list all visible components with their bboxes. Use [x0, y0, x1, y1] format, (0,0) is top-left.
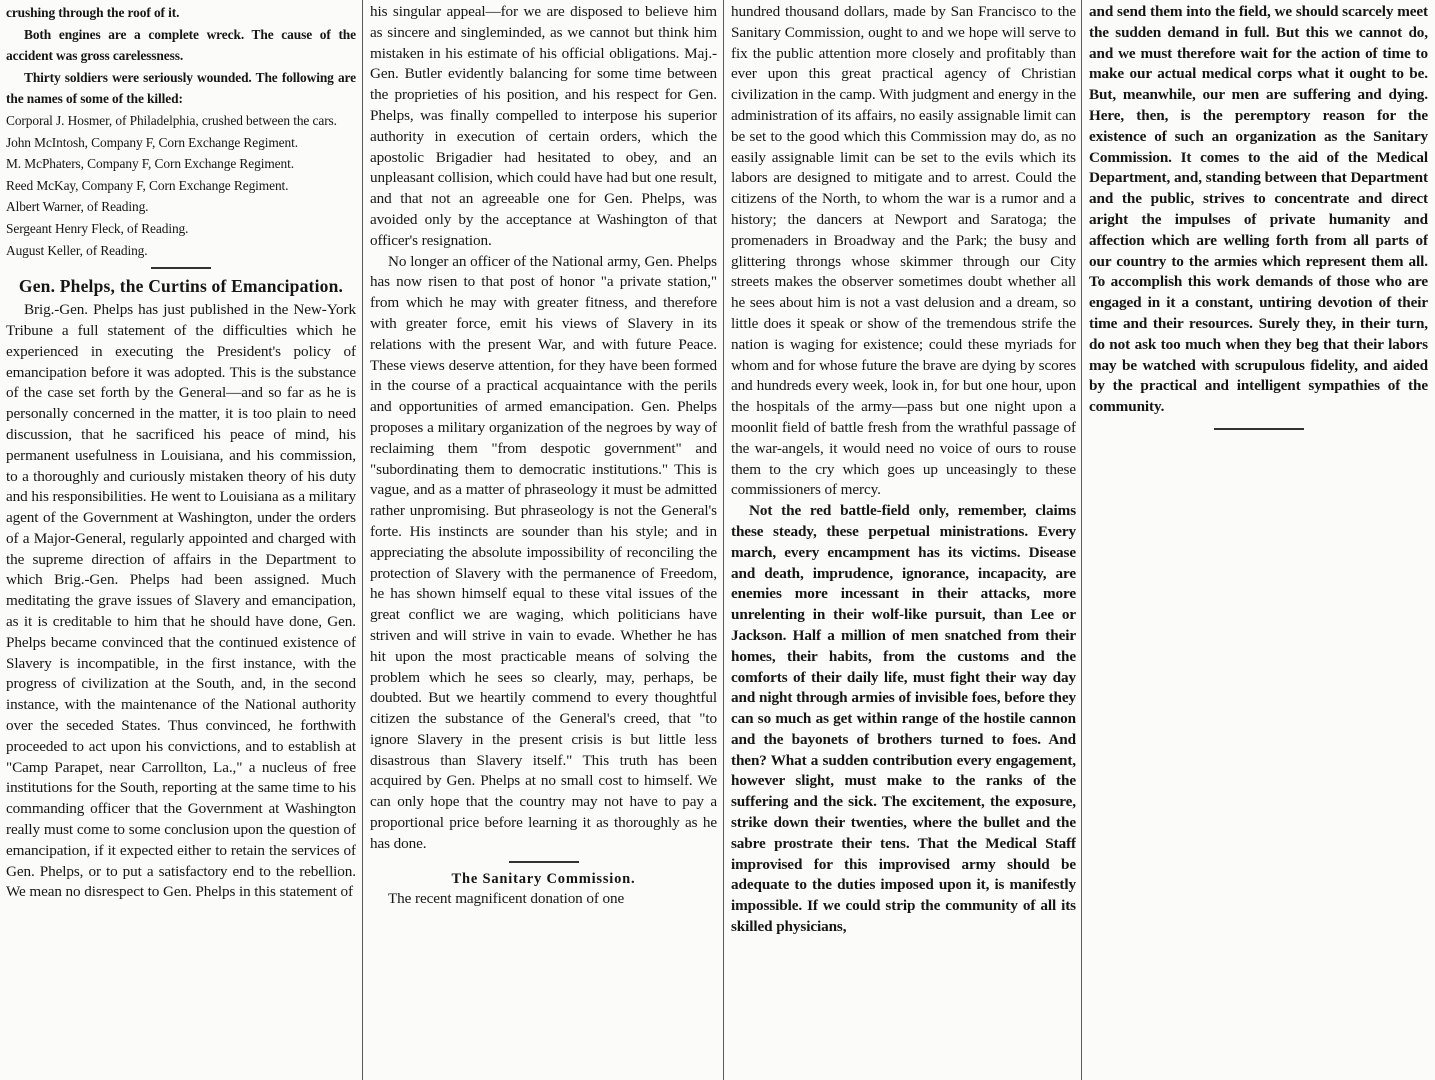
column-rule	[723, 0, 724, 1080]
column-4	[1089, 2, 1428, 1078]
section-divider	[509, 861, 579, 863]
killed-list-item: Corporal J. Hosmer, of Philadelphia, crushed between the cars.	[6, 112, 337, 128]
column-2	[370, 2, 717, 1078]
killed-list-item: Sergeant Henry Fleck, of Reading.	[6, 220, 189, 236]
report-line: Thirty soldiers were seriously wounded. The following are the names of some of the killed:	[6, 69, 356, 107]
article-body: The recent magnificent donation of one	[388, 890, 625, 908]
article-body: Brig.-Gen. Phelps has just published in the New-York Tribune a full statement of the difficulties which he experienced in executing the President's policy of emancipation before it was adopted. This is the substance of the case set forth by the General—and so far as he is personally concerned in the matter, it is too plain to need discussion, that he sacrificed his peace of mind, his permanent usefulness in Louisiana, and his commission, to a thoroughly and curiously mistaken theory of his duty and his responsibilities. He went to Louisiana as a military agent of the Government at Washington, under the orders of a Major-General, regularly appointed and charged with the supreme direction of affairs in the Department to which Brig.-Gen. Phelps had been assigned. Much meditating the grave issues of Slavery and emancipation, as it is creditable to him that he should have done, Gen. Phelps became convinced that the continued existence of Slavery is incompatible, in the first instance, with the progress of civilization at the South, and, in the second instance, with the maintenance of the National authority over the seceded States. Thus convinced, he forthwith proceeded to act upon his convictions, and to establish at "Camp Parapet, near Carrollton, La.," a nucleus of free institutions for the South, reporting at the same time to his commanding officer that the Government at Washington really must come to some conclusion upon the question of emancipation, if it expected either to retain the services of Gen. Phelps, or to put a satisfactory end to the rebellion. We mean no disrespect to Gen. Phelps in this statement of	[6, 301, 356, 901]
article-body: No longer an officer of the National army, Gen. Phelps has now risen to that post of honor "a private station," from which he may with greater fitness, and therefore with greater force, emit his views of Slavery in its relations with the present War, and with future Peace. These views deserve attention, for they have been formed in the course of a practical acquaintance with the perils and opportunities of armed emancipation. Gen. Phelps proposes a military organization of the negroes by way of reclaiming them "from despotic government" and "subordinating them to democratic institutions." This is vague, and as a matter of phraseology it must be admitted rather unpromising. But phraseology is not the General's forte. His instincts are sounder than his style; and in appreciating the absolute impossibility of reconciling the protection of Slavery with the permanence of Freedom, he has shown himself equal to these vital issues of the great conflict we are waging, which politicians have striven and will strive in vain to evade. Whether he has hit upon the most practicable means of solving the problem which he sees so clearly, may, perhaps, be doubted. But we heartily commend to every thoughtful citizen the substance of the General's creed, that "to ignore Slavery in the present crisis is but little less disastrous than Slavery itself." This truth has been acquired by Gen. Phelps at no small cost to himself. We can only hope that the country may not have to pay a proportional price before learning it as thoroughly as he has done.	[370, 252, 717, 852]
article-subhead: The Sanitary Commission.	[451, 870, 636, 887]
column-rule	[1081, 0, 1082, 1080]
article-body: his singular appeal—for we are disposed to believe him as sincere and singleminded, as we cannot but think him mistaken in his estimate of his official obligations. Maj.-Gen. Butler evidently balancing for some time between the proprieties of his position, and his respect for Gen. Phelps, was finally compelled to interpose his superior authority in execution of certain orders, which the apostolic Brigadier had hesitated to obey, and an unpleasant collision, which could have had but one result, and that not an agreeable one for Gen. Phelps, was avoided only by the acceptance at Washington of that officer's resignation.	[370, 3, 717, 249]
report-line: Both engines are a complete wreck. The cause of the accident was gross carelessness.	[6, 26, 356, 64]
killed-list-item: Reed McKay, Company F, Corn Exchange Regiment.	[6, 177, 289, 193]
killed-list-item: Albert Warner, of Reading.	[6, 199, 149, 215]
article-body: and send them into the field, we should scarcely meet the sudden demand in full. But this we cannot do, and we must therefore wait for the action of time to make our actual medical corps what it ought to be. But, meanwhile, our men are suffering and dying. Here, then, is the peremptory reason for the existence of such an organization as the Sanitary Commission. It comes to the aid of the Medical Department, and, standing between that Department and the public, strives to concentrate and direct aright the impulses of private humanity and affection which are welling forth from all parts of our country to the armies which represent them all. To accomplish this work demands of those who are engaged in it a constant, untiring devotion of their time and their resources. Surely they, in their turn, do not ask too much when they beg that their labors may be watched with scrupulous fidelity, and aided by the practical and intelligent sympathies of the community.	[1089, 3, 1428, 416]
section-divider	[151, 267, 211, 269]
column-rule	[362, 0, 363, 1080]
section-divider	[1214, 428, 1304, 430]
report-line: crushing through the roof of it.	[6, 5, 180, 20]
column-3	[731, 2, 1076, 1078]
accident-report	[6, 2, 356, 261]
killed-list-item: M. McPhaters, Company F, Corn Exchange Regiment.	[6, 156, 294, 172]
killed-list-item: August Keller, of Reading.	[6, 242, 148, 258]
article-headline: Gen. Phelps, the Curtins of Emancipation.	[18, 276, 344, 297]
killed-list-item: John McIntosh, Company F, Corn Exchange Regiment.	[6, 134, 298, 150]
article-body: hundred thousand dollars, made by San Francisco to the Sanitary Commission, ought to and we hope will serve to fix the public attention more closely and profitably than ever upon this great practical agency of Christian civilization in the camp. With judgment and energy in the administration of its affairs, no easily assignable limit can be set to the good which this Commission may do, as no easily assignable limit can be set to the evils which its labors are designed to mitigate and to arrest. Could the citizens of the North, to whom the war is a rumor and a history; the dancers at Newport and Saratoga; the promenaders in Broadway and the Park; the busy and glittering throngs whose skimmer through our City streets makes the observer sometimes doubt whether all he sees about him is not a vast delusion and a dream, so little does it speak or show of the tremendous strife the nation is waging for existence; could these myriads for whom and for whose future the brave are dying by scores and hundreds every week, look in, for but one hour, upon the hospitals of the army—pass but one night upon a moonlit field of battle fresh from the wrathful passage of the war-angels, it would need no voice of ours to rouse them to the cry which goes up unceasingly to these commissioners of mercy.	[731, 3, 1076, 499]
column-1	[6, 2, 356, 1078]
article-body: Not the red battle-field only, remember, claims these steady, these perpetual ministrations. Every march, every encampment has its victims. Disease and death, imprudence, ignorance, incapacity, are enemies more incessant in their attacks, more unrelenting in their wolf-like pursuit, than Lee or Jackson. Half a million of men snatched from their homes, their habits, from the customs and the comforts of their daily life, must fight their way day and night through armies of invisible foes, before they can so much as get within range of the hostile cannon and the bayonets of brothers turned to foes. And then? What a sudden contribution every engagement, however slight, must make to the ranks of the suffering and the sick. The excitement, the exposure, strike down their twenties, where the bullet and the sabre prostrate their tens. That the Medical Staff improvised for this improvised army should be adequate to the duties imposed upon it, is manifestly impossible. If we could strip the community of all its skilled physicians,	[731, 502, 1076, 936]
